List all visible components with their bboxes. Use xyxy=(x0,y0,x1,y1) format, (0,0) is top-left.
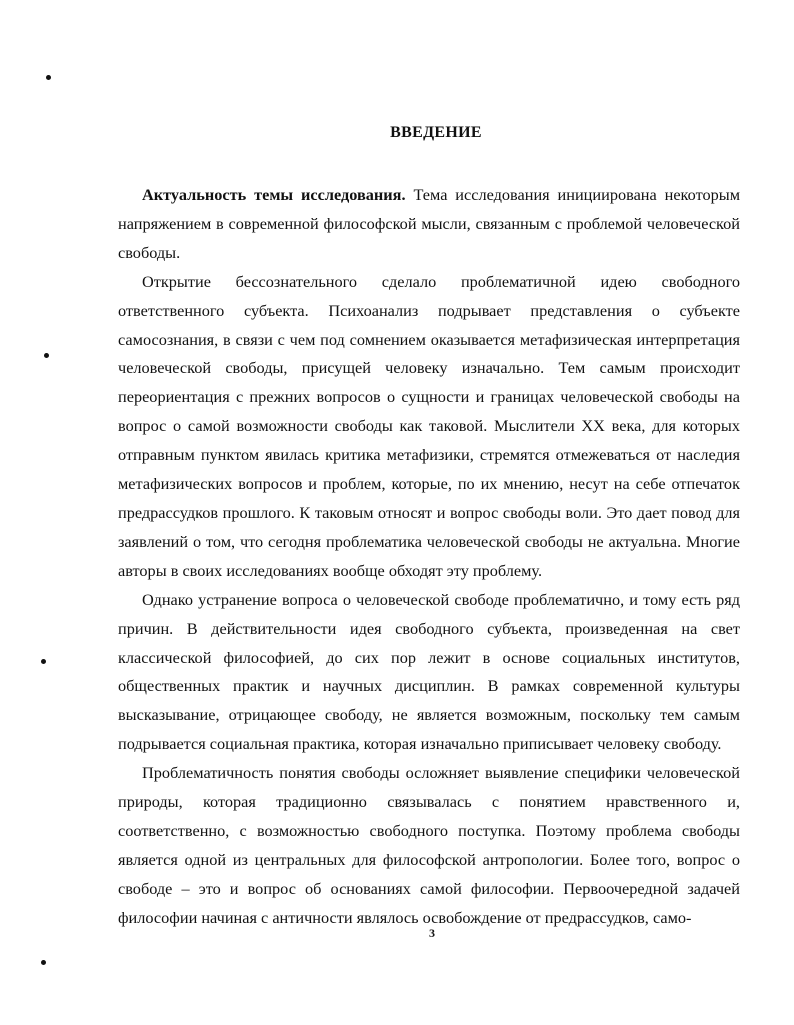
paragraph-relevance xyxy=(118,181,740,268)
paragraph-text: Однако устранение вопроса о человеческой свободе проблематично, и тому есть ряд причин. В действительности идея свободного субъекта, произведенная на свет классической философией, до сих пор лежит в основе социальных институтов, общественных практик и научных дисциплин. В рамках современной культуры высказывание, отрицающее свободу, не является возможным, поскольку тем самым подрывается социальная практика, которая изначально приписывает человеку свободу. xyxy=(118,589,740,754)
margin-dot-mark xyxy=(41,960,46,965)
page-number: 3 xyxy=(429,926,435,940)
paragraph-lead: Актуальность темы исследования. xyxy=(142,185,406,204)
body-text xyxy=(118,181,740,933)
margin-dot-mark xyxy=(46,75,51,80)
paragraph-text: Открытие бессознательного сделало проблематичной идею свободного ответственного субъекта. Психоанализ подрывает представления о субъекте самосознания, в связи с чем под сомнением оказывается метафизическая интерпретация человеческой свободы, присущей человеку изначально. Тем самым происходит переориентация с прежних вопросов о сущности и границах человеческой свободы на вопрос о самой возможности свободы как таковой. Мыслители XX века, для которых отправным пунктом явилась критика метафизики, стремятся отмежеваться от наследия метафизических вопросов и проблем, которые, по их мнению, несут на себе отпечаток предрассудков прошлого. К таковым относят и вопрос свободы воли. Это дает повод для заявлений о том, что сегодня проблематика человеческой свободы не актуальна. Многие авторы в своих исследованиях вообще обходят эту проблему. xyxy=(118,271,740,580)
margin-dot-mark xyxy=(41,659,46,664)
paragraph-freedom xyxy=(118,759,740,932)
paragraph-unconscious xyxy=(118,268,740,586)
paragraph-text: Тема исследования инициирована некоторым напряжением в современной философской мысли, связанным с проблемой человеческой свободы. xyxy=(118,185,740,262)
paragraph-text: Проблематичность понятия свободы осложняет выявление специфики человеческой природы, которая традиционно связывалась с понятием нравственного и, соответственно, с возможностью свободного поступка. Поэтому проблема свободы является одной из центральных для философской антропологии. Более того, вопрос о свободе – это и вопрос об основаниях самой философии. Первоочередной задачей философии начиная с античности являлось освобождение от предрассудков, само- xyxy=(118,763,740,927)
paragraph-subject xyxy=(118,586,740,759)
page-title: ВВЕДЕНИЕ xyxy=(390,124,482,141)
margin-dot-mark xyxy=(44,353,49,358)
